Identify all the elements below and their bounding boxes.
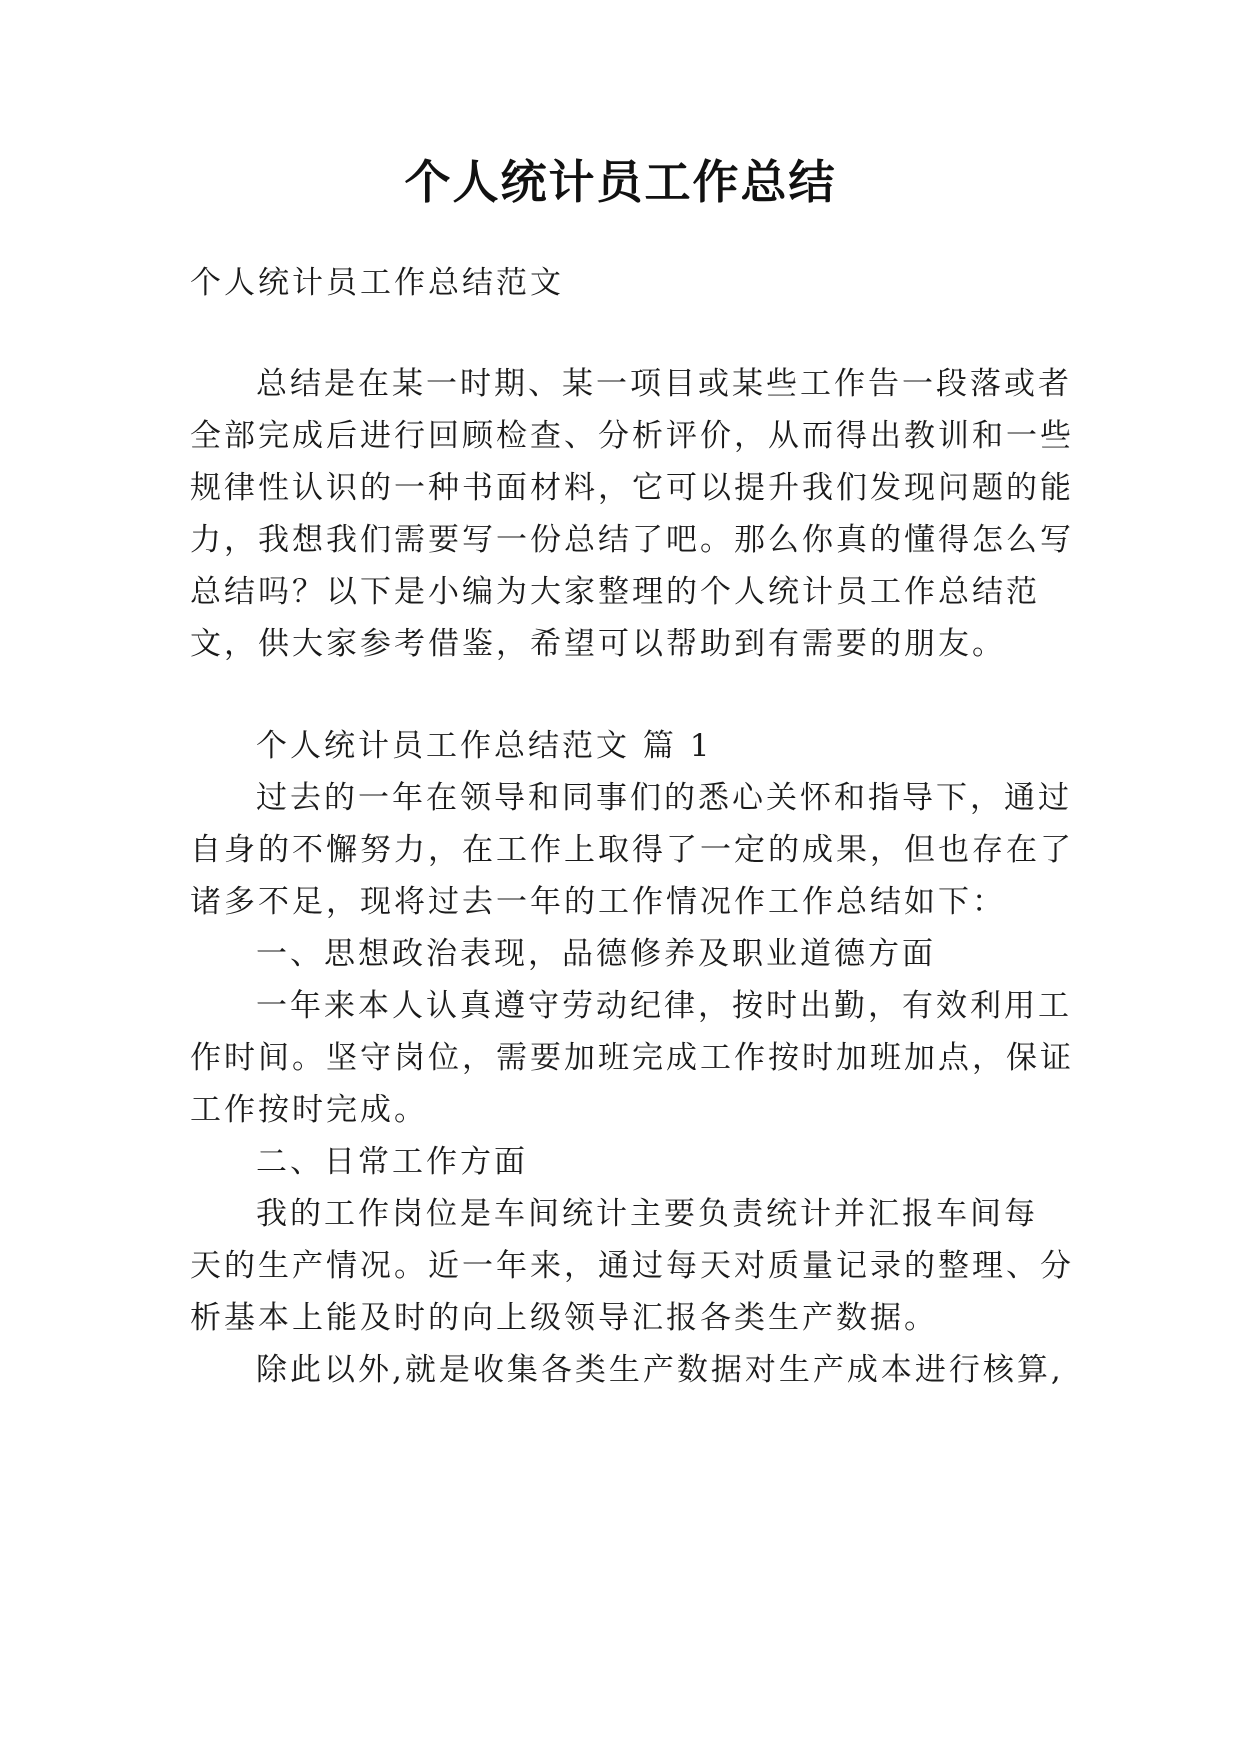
subtitle: 个人统计员工作总结范文 — [190, 265, 564, 301]
para3-line-3: 析基本上能及时的向上级领导汇报各类生产数据。 — [190, 1300, 938, 1336]
para4-line-1: 除此以外,就是收集各类生产数据对生产成本进行核算, — [256, 1352, 1064, 1388]
intro-line-3: 规律性认识的一种书面材料，它可以提升我们发现问题的能 — [190, 470, 1074, 506]
para2-line-1: 一年来本人认真遵守劳动纪律，按时出勤，有效利用工 — [256, 988, 1072, 1024]
para1-line-2: 自身的不懈努力，在工作上取得了一定的成果，但也存在了 — [190, 832, 1074, 868]
para1-line-3: 诸多不足，现将过去一年的工作情况作工作总结如下： — [190, 884, 1006, 920]
document-title: 个人统计员工作总结 — [404, 155, 837, 209]
heading-2: 二、日常工作方面 — [256, 1144, 528, 1180]
heading-1: 一、思想政治表现，品德修养及职业道德方面 — [256, 936, 936, 972]
para1-line-1: 过去的一年在领导和同事们的悉心关怀和指导下，通过 — [256, 780, 1072, 816]
para3-line-1: 我的工作岗位是车间统计主要负责统计并汇报车间每 — [256, 1196, 1038, 1232]
intro-line-1: 总结是在某一时期、某一项目或某些工作告一段落或者 — [256, 366, 1072, 402]
section-heading: 个人统计员工作总结范文 篇 1 — [256, 728, 713, 764]
intro-line-4: 力，我想我们需要写一份总结了吧。那么你真的懂得怎么写 — [190, 522, 1074, 558]
para3-line-2: 天的生产情况。近一年来，通过每天对质量记录的整理、分 — [190, 1248, 1074, 1284]
intro-line-5: 总结吗？以下是小编为大家整理的个人统计员工作总结范 — [190, 574, 1040, 610]
para2-line-2: 作时间。坚守岗位，需要加班完成工作按时加班加点，保证 — [190, 1040, 1074, 1076]
intro-line-2: 全部完成后进行回顾检查、分析评价，从而得出教训和一些 — [190, 418, 1074, 454]
intro-line-6: 文，供大家参考借鉴，希望可以帮助到有需要的朋友。 — [190, 626, 1006, 662]
para2-line-3: 工作按时完成。 — [190, 1092, 428, 1128]
